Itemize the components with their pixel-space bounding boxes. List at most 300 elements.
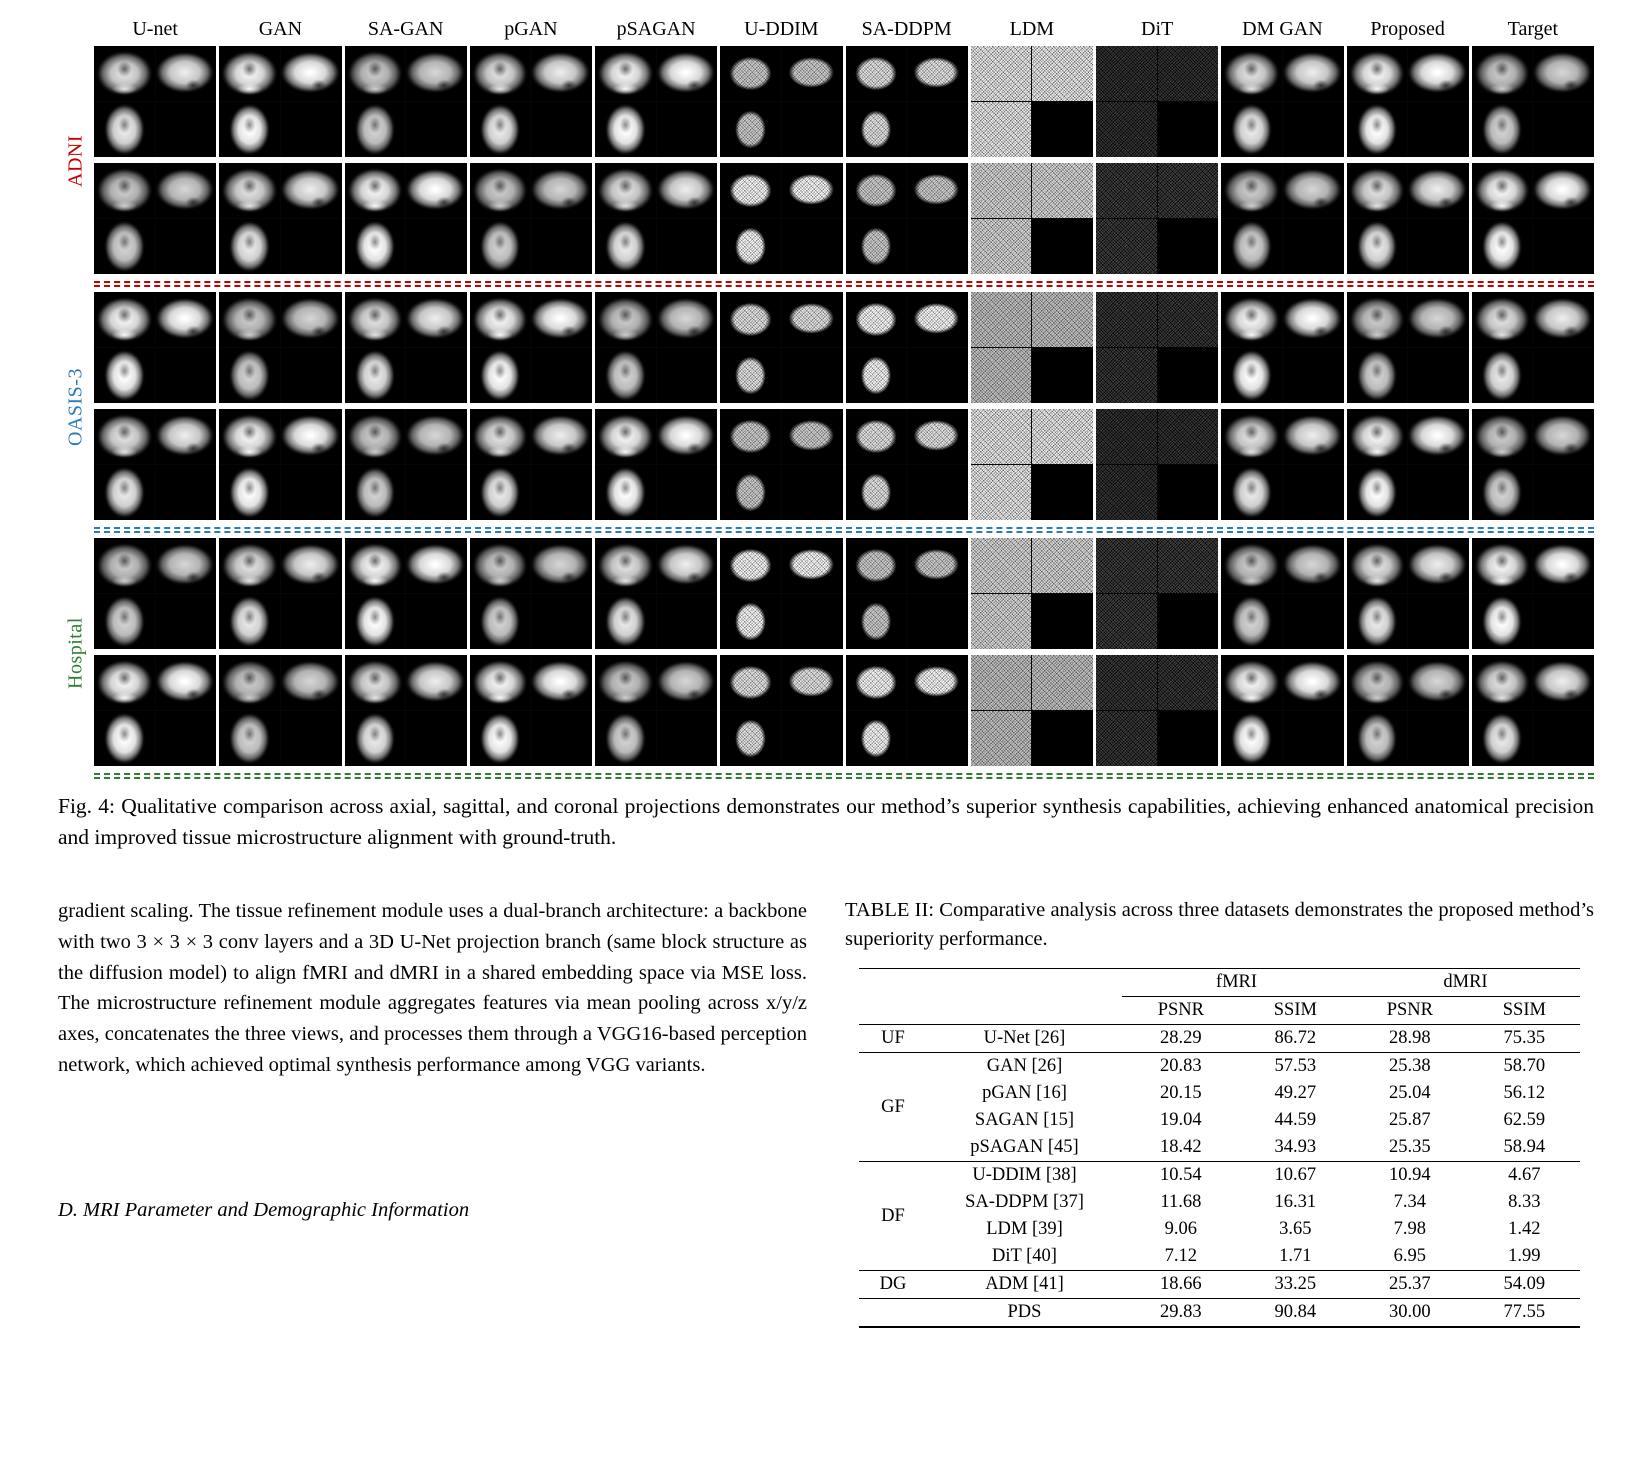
mri-cor-thumb [94, 292, 155, 347]
mri-axi-thumb [219, 219, 280, 274]
table-colgroup-header: fMRI [1122, 969, 1351, 997]
mri-cell [345, 538, 467, 649]
mri-cor-thumb [345, 409, 406, 464]
table-value-cell: 56.12 [1503, 1083, 1546, 1104]
mri-axi-thumb [1096, 219, 1157, 274]
mri-cell [720, 46, 842, 157]
mri-cor-thumb [720, 163, 781, 218]
mri-axi-thumb [595, 102, 656, 157]
mri-sag-thumb [406, 538, 467, 593]
mri-axi-thumb [971, 219, 1032, 274]
empty-slot [1032, 465, 1093, 520]
mri-sag-thumb [1533, 46, 1594, 101]
dataset-separator [94, 527, 1594, 533]
mri-cor-thumb [1096, 538, 1157, 593]
results-table [859, 968, 1580, 1328]
mri-sag-thumb [1283, 46, 1344, 101]
table-value-cell: 25.38 [1351, 1053, 1469, 1081]
mri-cor-thumb [219, 163, 280, 218]
table-method-cell: U-DDIM [38] [927, 1162, 1122, 1190]
figure-column-header: U-DDIM [744, 18, 819, 40]
mri-cell [595, 655, 717, 766]
table-value-cell: 49.27 [1274, 1083, 1317, 1104]
mri-sag-thumb [1158, 163, 1219, 218]
table-group-label: GF [859, 1053, 927, 1162]
empty-slot [281, 219, 342, 274]
mri-cell [846, 163, 968, 274]
mri-sag-thumb [907, 46, 968, 101]
mri-axi-thumb [720, 219, 781, 274]
table-value-cell: 18.42 [1160, 1137, 1202, 1158]
empty-slot [1408, 594, 1469, 649]
mri-sag-thumb [156, 655, 217, 710]
dataset-label: ADNI [64, 135, 87, 188]
table-method-cell: pSAGAN [45] [970, 1137, 1079, 1158]
empty-slot [1533, 594, 1594, 649]
table-value-cell: 11.68 [1160, 1192, 1202, 1213]
mri-sag-thumb [1408, 46, 1469, 101]
mri-cell [1472, 163, 1594, 274]
mri-sag-thumb [531, 655, 592, 710]
mri-sag-thumb [1158, 409, 1219, 464]
mri-axi-thumb [720, 711, 781, 766]
figure-caption: Fig. 4: Qualitative comparison across axial, sagittal, and coronal projections demonstrates our method’s superior synthesis capabilities, achieving enhanced anatomical precision and improved tissue microstructure alignment with ground-truth. [58, 794, 1594, 849]
empty-slot [1032, 348, 1093, 403]
empty-slot [907, 219, 968, 274]
dataset-cells [94, 292, 1594, 523]
mri-axi-thumb [595, 219, 656, 274]
empty-slot [1032, 102, 1093, 157]
mri-axi-thumb [470, 594, 531, 649]
mri-axi-thumb [345, 348, 406, 403]
mri-cell [1347, 655, 1469, 766]
empty-slot [657, 219, 718, 274]
empty-slot [281, 102, 342, 157]
mri-cor-thumb [1472, 655, 1533, 710]
mri-cell [1221, 46, 1343, 157]
empty-slot [1533, 348, 1594, 403]
mri-sag-thumb [907, 409, 968, 464]
mri-cell [1221, 163, 1343, 274]
mri-cell [846, 538, 968, 649]
mri-cor-thumb [1347, 46, 1408, 101]
mri-cell [971, 538, 1093, 649]
mri-cell [595, 163, 717, 274]
mri-cor-thumb [470, 46, 531, 101]
mri-axi-thumb [470, 102, 531, 157]
mri-cell [971, 409, 1093, 520]
mri-axi-thumb [1221, 219, 1282, 274]
table-value-cell: 33.25 [1240, 1271, 1351, 1299]
mri-sag-thumb [782, 46, 843, 101]
mri-axi-thumb [846, 219, 907, 274]
mri-cor-thumb [1347, 409, 1408, 464]
figure-column-header: DM GAN [1242, 18, 1323, 40]
mri-cell [470, 46, 592, 157]
mri-cor-thumb [1347, 292, 1408, 347]
figure-column-header: pSAGAN [616, 18, 696, 40]
empty-slot [782, 219, 843, 274]
mri-cor-thumb [846, 655, 907, 710]
mri-axi-thumb [1096, 102, 1157, 157]
mri-cell [595, 538, 717, 649]
mri-sag-thumb [1283, 163, 1344, 218]
mri-axi-thumb [345, 711, 406, 766]
mri-sag-thumb [1533, 538, 1594, 593]
mri-cell [219, 292, 341, 403]
table-value-cell: 58.70 [1469, 1053, 1580, 1081]
mri-cor-thumb [846, 292, 907, 347]
empty-slot [907, 711, 968, 766]
mri-sag-thumb [406, 409, 467, 464]
table-value-cell: 62.59 [1503, 1110, 1546, 1131]
mri-axi-thumb [846, 594, 907, 649]
mri-cor-thumb [1347, 655, 1408, 710]
table-value-cell: 19.04 [1160, 1110, 1202, 1131]
mri-axi-thumb [846, 465, 907, 520]
empty-slot [907, 465, 968, 520]
table-value-cell: 16.31 [1274, 1192, 1317, 1213]
mri-sag-thumb [156, 538, 217, 593]
mri-cor-thumb [345, 292, 406, 347]
figure-column-header: SA-GAN [367, 18, 444, 40]
mri-cor-thumb [1472, 46, 1533, 101]
mri-cor-thumb [1096, 46, 1157, 101]
empty-slot [531, 219, 592, 274]
mri-sag-thumb [782, 655, 843, 710]
mri-cor-thumb [1472, 409, 1533, 464]
mri-cell [595, 409, 717, 520]
mri-sag-thumb [1283, 538, 1344, 593]
mri-sag-thumb [657, 46, 718, 101]
mri-sag-thumb [1408, 163, 1469, 218]
mri-cell [846, 46, 968, 157]
figure-column-headers [94, 16, 1594, 42]
mri-cor-thumb [470, 655, 531, 710]
mri-cor-thumb [219, 292, 280, 347]
mri-axi-thumb [1347, 711, 1408, 766]
table-method-cell: SA-DDPM [37] [965, 1192, 1084, 1213]
mri-cell [971, 292, 1093, 403]
mri-sag-thumb [156, 409, 217, 464]
empty-slot [1283, 348, 1344, 403]
table-group-label: DF [859, 1162, 927, 1271]
empty-slot [657, 594, 718, 649]
table-value-cell: 29.83 [1122, 1299, 1240, 1328]
empty-slot [156, 465, 217, 520]
mri-cell [1221, 409, 1343, 520]
mri-cell [219, 538, 341, 649]
table-value-cell: 25.35 [1389, 1137, 1431, 1158]
mri-cell [470, 655, 592, 766]
mri-cor-thumb [720, 409, 781, 464]
figure-column-header: Proposed [1370, 18, 1445, 40]
mri-cell [595, 46, 717, 157]
empty-slot [782, 594, 843, 649]
mri-cell [1096, 292, 1218, 403]
mri-sag-thumb [907, 655, 968, 710]
mri-axi-thumb [595, 465, 656, 520]
mri-sag-thumb [281, 163, 342, 218]
mri-sag-thumb [1283, 409, 1344, 464]
mri-cor-thumb [846, 409, 907, 464]
mri-cor-thumb [720, 538, 781, 593]
mri-sag-thumb [1032, 409, 1093, 464]
dataset-cells [94, 46, 1594, 277]
mri-cor-thumb [345, 538, 406, 593]
table-method-cell: pGAN [16] [982, 1083, 1067, 1104]
mri-sag-thumb [907, 163, 968, 218]
mri-cell [1096, 46, 1218, 157]
empty-slot [657, 348, 718, 403]
mri-sag-thumb [281, 46, 342, 101]
mri-cor-thumb [846, 163, 907, 218]
mri-axi-thumb [94, 711, 155, 766]
mri-cell [1347, 292, 1469, 403]
mri-cor-thumb [1221, 655, 1282, 710]
mri-axi-thumb [1221, 711, 1282, 766]
empty-slot [406, 465, 467, 520]
mri-axi-thumb [1096, 594, 1157, 649]
mri-cor-thumb [94, 538, 155, 593]
mri-cell [1472, 292, 1594, 403]
mri-cor-thumb [470, 163, 531, 218]
mri-cell [971, 46, 1093, 157]
mri-cell [1221, 538, 1343, 649]
mri-cell [720, 655, 842, 766]
mri-sag-thumb [1158, 46, 1219, 101]
table-method-cell: U-Net [26] [983, 1028, 1066, 1049]
mri-axi-thumb [219, 594, 280, 649]
mri-cor-thumb [1096, 292, 1157, 347]
table-group-label: DG [859, 1271, 927, 1299]
table-group-label [859, 1299, 927, 1328]
dataset-separator [94, 773, 1594, 779]
table-method-cell: ADM [41] [927, 1271, 1122, 1299]
mri-cor-thumb [1221, 292, 1282, 347]
mri-axi-thumb [720, 102, 781, 157]
mri-sag-thumb [1408, 292, 1469, 347]
mri-axi-thumb [219, 711, 280, 766]
mri-sag-thumb [1533, 163, 1594, 218]
mri-sag-thumb [531, 292, 592, 347]
mri-axi-thumb [1472, 102, 1533, 157]
mri-cell [971, 655, 1093, 766]
mri-cell [1472, 655, 1594, 766]
mri-cell [846, 655, 968, 766]
mri-cor-thumb [94, 163, 155, 218]
empty-slot [156, 348, 217, 403]
mri-cor-thumb [971, 46, 1032, 101]
mri-axi-thumb [1472, 711, 1533, 766]
mri-sag-thumb [1533, 292, 1594, 347]
mri-cell [720, 292, 842, 403]
table-value-cell: 77.55 [1469, 1299, 1580, 1328]
empty-slot [1283, 465, 1344, 520]
mri-sag-thumb [1408, 409, 1469, 464]
text-columns [58, 896, 1594, 1328]
table-value-cell: 44.59 [1274, 1110, 1317, 1131]
mri-cor-thumb [1221, 409, 1282, 464]
empty-slot [1158, 219, 1219, 274]
mri-cell [470, 409, 592, 520]
table-wrapper [845, 968, 1594, 1328]
mri-sag-thumb [1158, 538, 1219, 593]
empty-slot [1283, 102, 1344, 157]
mri-cor-thumb [1347, 538, 1408, 593]
table-value-cell: 10.94 [1351, 1162, 1469, 1190]
table-value-cell: 7.12 [1164, 1246, 1198, 1267]
mri-cell [345, 409, 467, 520]
mri-cell [470, 292, 592, 403]
figure-4 [58, 16, 1594, 852]
mri-axi-thumb [595, 348, 656, 403]
empty-slot [907, 348, 968, 403]
mri-sag-thumb [1032, 163, 1093, 218]
mri-sag-thumb [531, 538, 592, 593]
mri-cor-thumb [1096, 409, 1157, 464]
mri-axi-thumb [1096, 711, 1157, 766]
mri-cor-thumb [971, 163, 1032, 218]
mri-cell [846, 409, 968, 520]
table-value-cell: 7.34 [1393, 1192, 1427, 1213]
mri-sag-thumb [281, 292, 342, 347]
mri-sag-thumb [1283, 655, 1344, 710]
mri-cor-thumb [595, 655, 656, 710]
empty-slot [406, 348, 467, 403]
mri-axi-thumb [345, 465, 406, 520]
empty-slot [1283, 594, 1344, 649]
mri-cell [470, 163, 592, 274]
empty-slot [1408, 711, 1469, 766]
mri-cor-thumb [595, 409, 656, 464]
mri-axi-thumb [345, 102, 406, 157]
mri-sag-thumb [281, 538, 342, 593]
figure-column-header: SA-DDPM [861, 18, 952, 40]
table-value-cell: 3.65 [1279, 1219, 1312, 1240]
mri-axi-thumb [595, 711, 656, 766]
empty-slot [531, 465, 592, 520]
table-value-cell: 57.53 [1240, 1053, 1351, 1081]
dataset-group [58, 538, 1594, 769]
mri-sag-thumb [907, 538, 968, 593]
mri-axi-thumb [846, 102, 907, 157]
empty-slot [1533, 465, 1594, 520]
empty-slot [1158, 465, 1219, 520]
table-value-cell: 75.35 [1503, 1028, 1546, 1049]
mri-axi-thumb [1096, 465, 1157, 520]
mri-cor-thumb [595, 163, 656, 218]
empty-slot [1032, 711, 1093, 766]
mri-sag-thumb [1408, 655, 1469, 710]
mri-sag-thumb [1032, 655, 1093, 710]
mri-cor-thumb [1096, 655, 1157, 710]
mri-sag-thumb [531, 163, 592, 218]
mri-sag-thumb [1158, 292, 1219, 347]
mri-axi-thumb [846, 711, 907, 766]
section-heading: D. MRI Parameter and Demographic Information [58, 1198, 470, 1221]
empty-slot [531, 102, 592, 157]
mri-sag-thumb [1158, 655, 1219, 710]
mri-axi-thumb [1347, 465, 1408, 520]
mri-axi-thumb [470, 711, 531, 766]
mri-axi-thumb [470, 348, 531, 403]
mri-axi-thumb [971, 594, 1032, 649]
dataset-separator [94, 281, 1594, 287]
mri-axi-thumb [1221, 594, 1282, 649]
right-column [845, 896, 1594, 1328]
mri-sag-thumb [406, 292, 467, 347]
mri-cor-thumb [1472, 163, 1533, 218]
mri-cor-thumb [971, 409, 1032, 464]
mri-sag-thumb [156, 163, 217, 218]
mri-cell [94, 538, 216, 649]
figure-column-header: GAN [258, 18, 303, 40]
mri-cor-thumb [1096, 163, 1157, 218]
mri-cell [219, 409, 341, 520]
table-value-cell: 28.98 [1389, 1028, 1431, 1049]
figure-column-header: pGAN [504, 18, 558, 40]
mri-sag-thumb [156, 292, 217, 347]
empty-slot [531, 348, 592, 403]
mri-sag-thumb [1408, 538, 1469, 593]
table-method-cell: GAN [26] [927, 1053, 1122, 1081]
table-caption: TABLE II: Comparative analysis across three datasets demonstrates the proposed method’s superiority performance. [845, 899, 1594, 951]
empty-slot [1533, 102, 1594, 157]
empty-slot [281, 348, 342, 403]
mri-cor-thumb [345, 163, 406, 218]
table-value-cell: 8.33 [1508, 1192, 1541, 1213]
mri-axi-thumb [1096, 348, 1157, 403]
mri-axi-thumb [94, 219, 155, 274]
mri-cor-thumb [219, 538, 280, 593]
mri-axi-thumb [94, 465, 155, 520]
mri-cor-thumb [94, 409, 155, 464]
mri-cell [1472, 409, 1594, 520]
figure-column-header: Target [1507, 18, 1559, 40]
mri-sag-thumb [281, 655, 342, 710]
mri-axi-thumb [470, 219, 531, 274]
mri-axi-thumb [1347, 219, 1408, 274]
mri-cor-thumb [219, 409, 280, 464]
empty-slot [657, 711, 718, 766]
table-value-cell: 25.37 [1351, 1271, 1469, 1299]
mri-cell [94, 163, 216, 274]
table-value-cell: 1.99 [1508, 1246, 1541, 1267]
mri-axi-thumb [971, 711, 1032, 766]
empty-slot [782, 465, 843, 520]
table-value-cell: 25.87 [1389, 1110, 1431, 1131]
empty-slot [281, 465, 342, 520]
mri-cell [1347, 46, 1469, 157]
mri-cell [94, 655, 216, 766]
empty-slot [1158, 594, 1219, 649]
empty-slot [156, 711, 217, 766]
empty-slot [1158, 348, 1219, 403]
mri-cell [219, 163, 341, 274]
table-subheader: SSIM [1240, 997, 1351, 1025]
mri-cell [1096, 163, 1218, 274]
mri-axi-thumb [1472, 219, 1533, 274]
mri-sag-thumb [1533, 655, 1594, 710]
table-value-cell: 1.71 [1279, 1246, 1312, 1267]
table-corner [859, 969, 1122, 997]
mri-cell [1096, 409, 1218, 520]
mri-cell [720, 163, 842, 274]
table-value-cell: 34.93 [1274, 1137, 1317, 1158]
mri-sag-thumb [782, 163, 843, 218]
dataset-label: Hospital [64, 617, 87, 690]
